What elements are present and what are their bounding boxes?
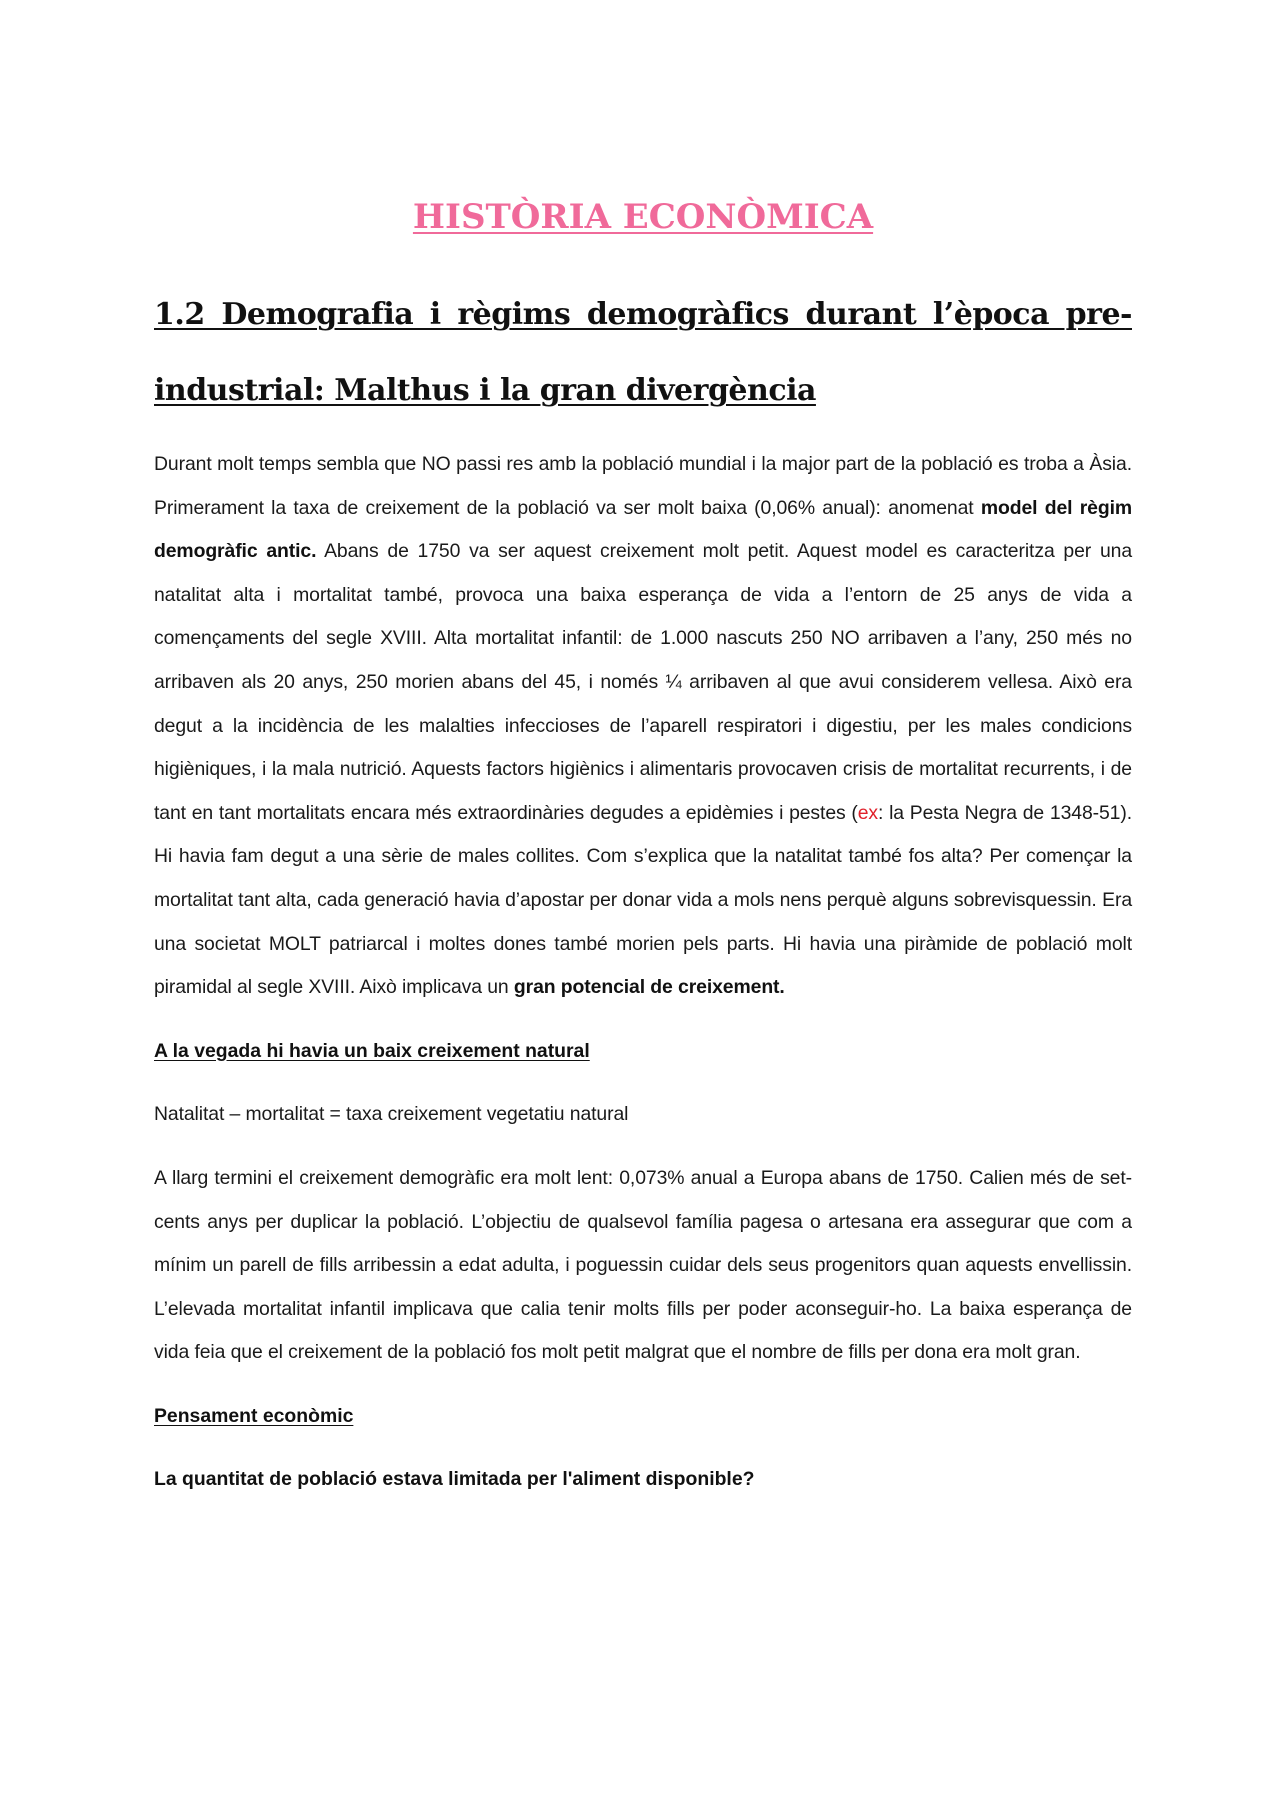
page-content	[154, 193, 1132, 1522]
document-title: HISTÒRIA ECONÒMICA	[412, 197, 874, 237]
paragraph-regim-demografic-antic	[154, 443, 1132, 1010]
paragraph-text: Durant molt temps sembla que NO passi res amb la població mundial i la major part de la població es troba a Àsia. Primerament la taxa de creixement de la població va ser molt baixa (0,06% anual): anomenat	[154, 453, 1132, 519]
section-heading: 1.2 Demografia i règims demogràfics durant l’època pre-industrial: Malthus i la gran divergència	[154, 297, 1132, 408]
subheading-baix-creixement: A la vegada hi havia un baix creixement natural	[154, 1039, 590, 1062]
question-line: La quantitat de població estava limitada per l'aliment disponible?	[154, 1468, 755, 1491]
subheading-pensament-economic: Pensament econòmic	[154, 1404, 354, 1427]
paragraph-text: Abans de 1750 va ser aquest creixement molt petit. Aquest model es caracteritza per una natalitat alta i mortalitat també, provoca una baixa esperança de vida a l’entorn de 25 anys de vida a començaments del segle XVIII. Alta mortalitat infantil: de 1.000 nascuts 250 NO arribaven a l’any, 250 més no arribaven als 20 anys, 250 morien abans del 45, i només ¼ arribaven al que avui considerem vellesa. Això era degut a la incidència de les malalties infeccioses de l’aparell respiratori i digestiu, per les males condicions higièniques, i la mala nutrició. Aquests factors higiènics i alimentaris provocaven crisis de mortalitat recurrents, i de tant en tant mortalitats encara més extraordinàries degudes a epidèmies i pestes (	[154, 540, 1133, 824]
formula-line: Natalitat – mortalitat = taxa creixement vegetatiu natural	[154, 1103, 629, 1126]
example-marker: ex	[857, 801, 879, 824]
paragraph-text: : la Pesta Negra de 1348-51). Hi havia fam degut a una sèrie de males collites. Com s’explica que la natalitat també fos alta? Per començar la mortalitat tant alta, cada generació havia d’apostar per donar vida a mols nens perquè alguns sobrevisquessin. Era una societat MOLT patriarcal i moltes dones també morien pels parts. Hi havia una piràmide de població molt piramidal al segle XVIII. Això implicava un	[154, 801, 1133, 999]
bold-term-gran-potencial: gran potencial de creixement.	[513, 976, 785, 999]
bold-term-model-regim-antic: model del règim demogràfic antic.	[154, 496, 1133, 563]
paragraph-creixement-lent: A llarg termini el creixement demogràfic era molt lent: 0,073% anual a Europa abans de 1750. Calien més de set-cents anys per duplicar la població. L’objectiu de qualsevol família pagesa o artesana era assegurar que com a mínim un parell de fills arribessin a edat adulta, i poguessin cuidar dels seus progenitors quan aquests envellissin. L’elevada mortalitat infantil implicava que calia tenir molts fills per poder aconseguir-ho. La baixa esperança de vida feia que el creixement de la població fos molt petit malgrat que el nombre de fills per dona era molt gran.	[154, 1166, 1132, 1364]
